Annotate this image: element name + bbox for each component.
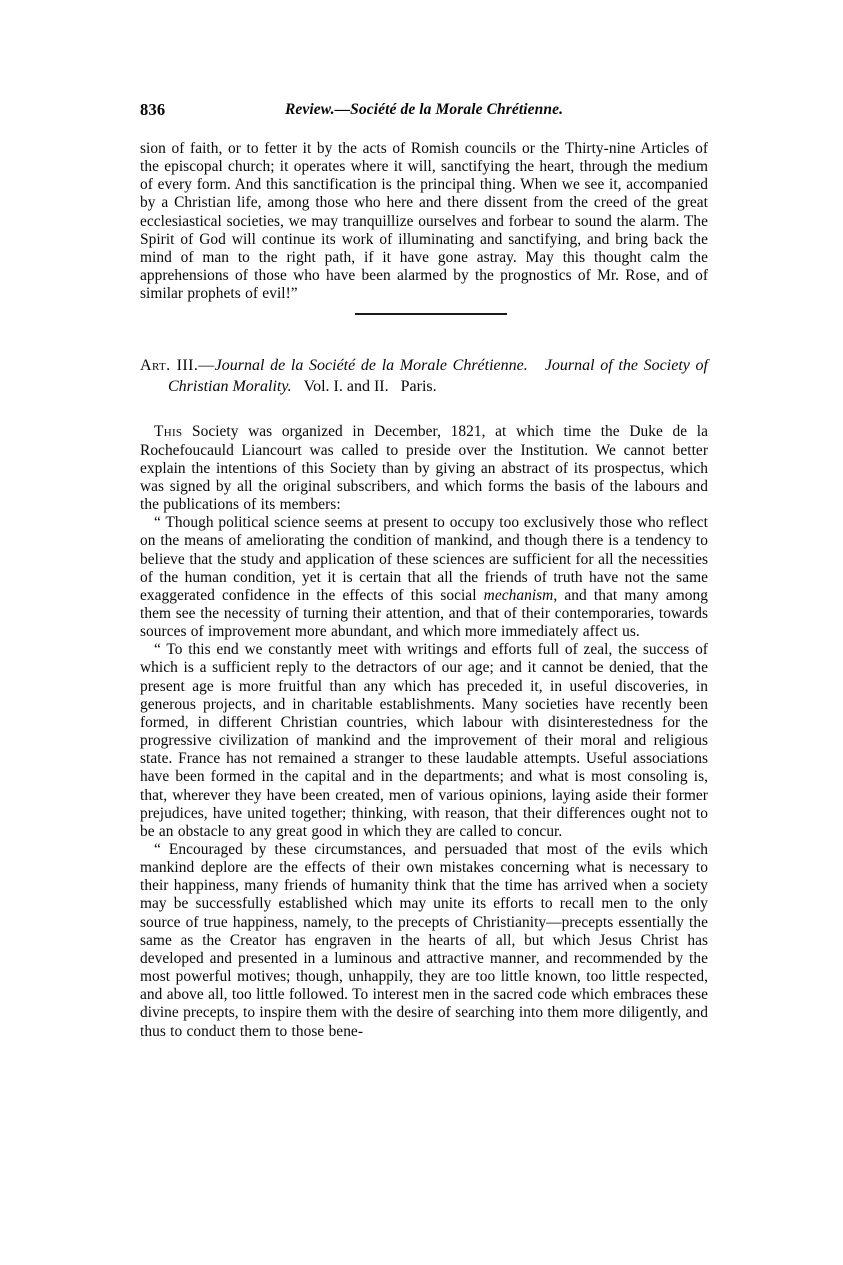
quote-1-part-a: “ Though political science seems at present to occupy too exclusively those who reflect on the means of ameliorating the condition of mankind, and though there is a tendency to believe that the study and application of these sciences are sufficient for all the necessities of the human condition, yet it is certain that all the friends of truth have not the same exaggerated confidence in the effects of this social bbox=[140, 514, 708, 604]
article-place: Paris. bbox=[400, 378, 437, 396]
paragraph-quote-2: “ To this end we constantly meet with writings and efforts full of zeal, the success of which is a sufficient reply to the detractors of our age; and it cannot be denied, that the present age is more fruitful than any which has preceded it, in useful discoveries, in generous projects, and in charitable establishments. Many societies have recently been formed, in different Christian countries, which labour with disinterestedness for the progressive civilization of mankind and the improvement of their moral and religious state. France has not remained a stranger to these laudable attempts. Useful associations have been formed in the capital and in the departments; and what is most consoling is, that, wherever they have been created, men of various opinions, laying aside their former prejudices, have united together; thinking, with reason, that their differences ought not to be an obstacle to any great good in which they are called to concur. bbox=[140, 641, 708, 840]
intro-lead-word: This bbox=[154, 423, 183, 441]
paragraph-quote-1 bbox=[140, 514, 708, 641]
quote-1-italic-term: mechanism bbox=[483, 586, 554, 604]
article-title-french: Journal de la Société de la Morale Chrétienne. bbox=[214, 357, 528, 375]
intro-rest: Society was organized in December, 1821, at which time the Duke de la Rochefoucauld Liancourt was called to preside over the Institution. We cannot better explain the intentions of this Society than by giving an abstract of its prospectus, which was signed by all the original subscribers, and which forms the basis of the labours and the publications of its members: bbox=[140, 423, 708, 514]
article-volumes: Vol. I. and II. bbox=[303, 378, 389, 396]
section-divider bbox=[140, 303, 708, 355]
divider-rule bbox=[355, 313, 507, 315]
page-number: 836 bbox=[140, 100, 166, 119]
quote-1-part-b: , and that many among them see the necessity of turning their attention, and that of their contemporaries, towards sources of improvement more abundant, and which more immediately affect us. bbox=[140, 586, 708, 641]
heading-spacer bbox=[140, 397, 708, 423]
paragraph-quote-3: “ Encouraged by these circumstances, and persuaded that most of the evils which mankind deplore are the effects of their own mistakes concerning what is necessary to their happiness, many friends of humanity think that the time has arrived when a society may be successfully established which may unite its efforts to recall men to the only source of true happiness, namely, to the precepts of Christianity—precepts essentially the same as the Creator has engraven in the hearts of all, but which Jesus Christ has developed and presented in a luminous and attractive manner, and recommended by the most powerful motives; though, unhappily, they are too little known, too little respected, and above all, too little followed. To interest men in the sacred code which embraces these divine precepts, to inspire them with the desire of searching into them more diligently, and thus to conduct them to those bene- bbox=[140, 841, 708, 1040]
running-head-title: Review.—Société de la Morale Chrétienne. bbox=[284, 101, 564, 118]
article-label: Art. III.— bbox=[140, 357, 215, 375]
paragraph-intro bbox=[140, 423, 708, 514]
running-head bbox=[140, 100, 708, 122]
paragraph-continued: sion of faith, or to fetter it by the acts of Romish councils or the Thirty-nine Articles of the episcopal church; it operates where it will, sanctifying the heart, through the medium of every form. And this sanctification is the principal thing. When we see it, accompanied by a Christian life, among those who here and there dissent from the creed of the great ecclesiastical societies, we may tranquillize ourselves and forbear to sound the alarm. The Spirit of God will continue its work of illuminating and sanctifying, and bring back the mind of man to the right path, if it have gone astray. May this thought calm the apprehensions of those who have been alarmed by the prognostics of Mr. Rose, and of similar prophets of evil!” bbox=[140, 140, 708, 303]
article-heading bbox=[140, 355, 708, 397]
text-column bbox=[140, 140, 708, 1041]
article-title-english: Journal of the Society of Christian Morality. bbox=[168, 357, 709, 396]
